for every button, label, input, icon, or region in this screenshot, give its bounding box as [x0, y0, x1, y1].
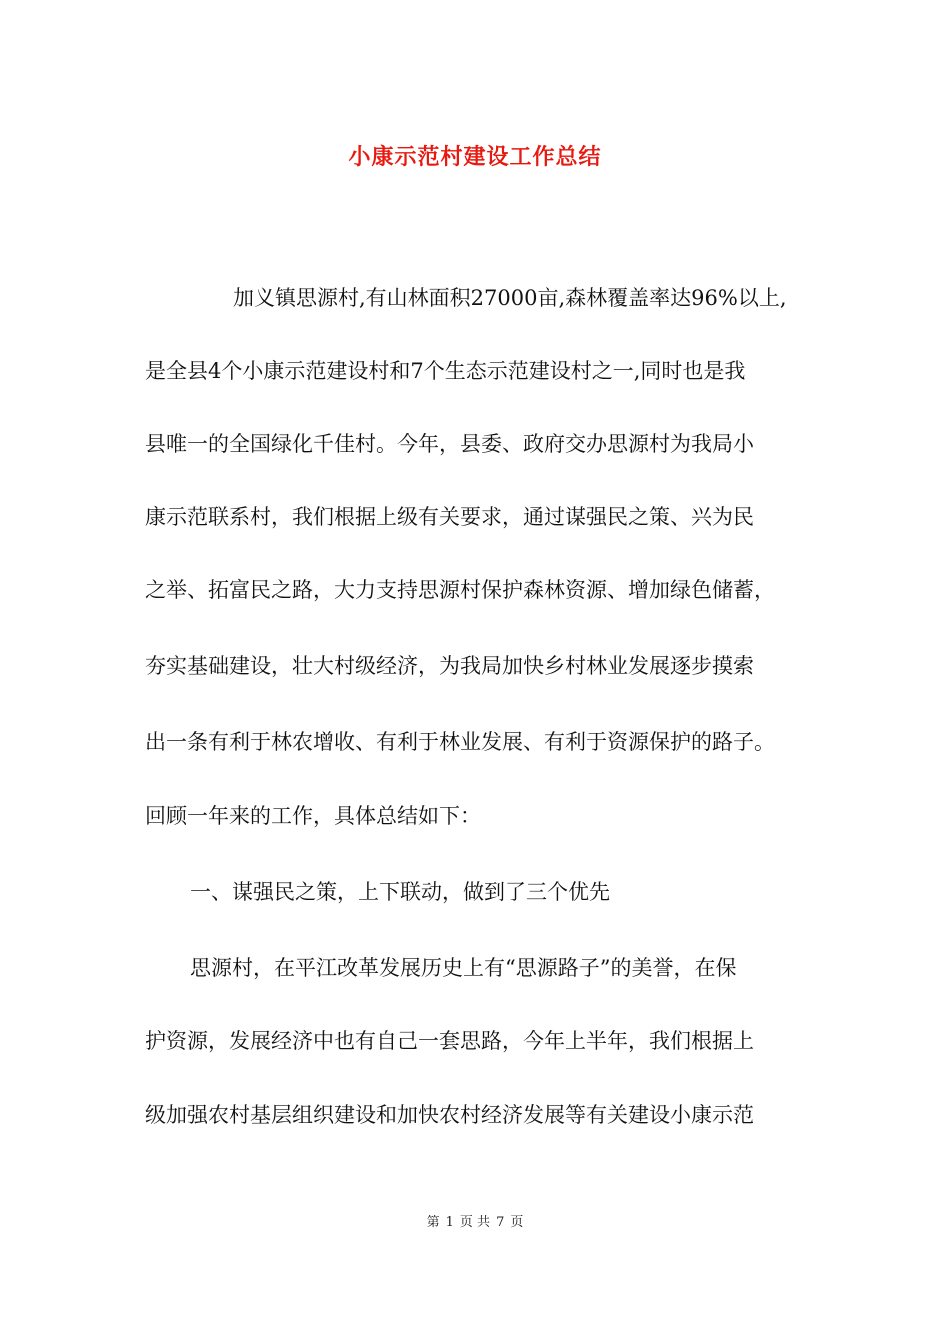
paragraph-line: 县唯一的全国绿化千佳村。今年，县委、政府交办思源村为我局小: [145, 432, 754, 456]
paragraph-line: 出一条有利于林农增收、有利于林业发展、有利于资源保护的路子。: [145, 730, 775, 754]
document-title: 小康示范村建设工作总结: [348, 144, 602, 170]
footer-suffix: 页: [510, 1215, 524, 1230]
paragraph-line: 是全县4个小康示范建设村和7个生态示范建设村之一,同时也是我: [145, 359, 746, 383]
footer-mid: 页 共: [459, 1215, 491, 1230]
current-page-number: 1: [445, 1215, 454, 1230]
paragraph-line: 思源村，在平江改革发展历史上有“思源路子”的美誉，在保: [190, 956, 737, 980]
total-pages-number: 7: [496, 1215, 505, 1230]
paragraph-line: 夯实基础建设，壮大村级经济，为我局加快乡村林业发展逐步摸索: [145, 654, 754, 678]
footer-prefix: 第: [426, 1215, 440, 1230]
paragraph-line: 级加强农村基层组织建设和加快农村经济发展等有关建设小康示范: [145, 1103, 754, 1127]
paragraph-line: 之举、拓富民之路，大力支持思源村保护森林资源、增加绿色储蓄，: [145, 578, 775, 602]
paragraph-line: 回顾一年来的工作，具体总结如下：: [145, 804, 481, 828]
section-heading: 一、谋强民之策，上下联动，做到了三个优先: [190, 880, 610, 904]
paragraph-line: 加义镇思源村,有山林面积27000亩,森林覆盖率达96%以上,: [233, 286, 787, 310]
paragraph-line: 护资源，发展经济中也有自己一套思路，今年上半年，我们根据上: [145, 1029, 754, 1053]
page-footer: [0, 1211, 950, 1230]
paragraph-line: 康示范联系村，我们根据上级有关要求，通过谋强民之策、兴为民: [145, 505, 754, 529]
